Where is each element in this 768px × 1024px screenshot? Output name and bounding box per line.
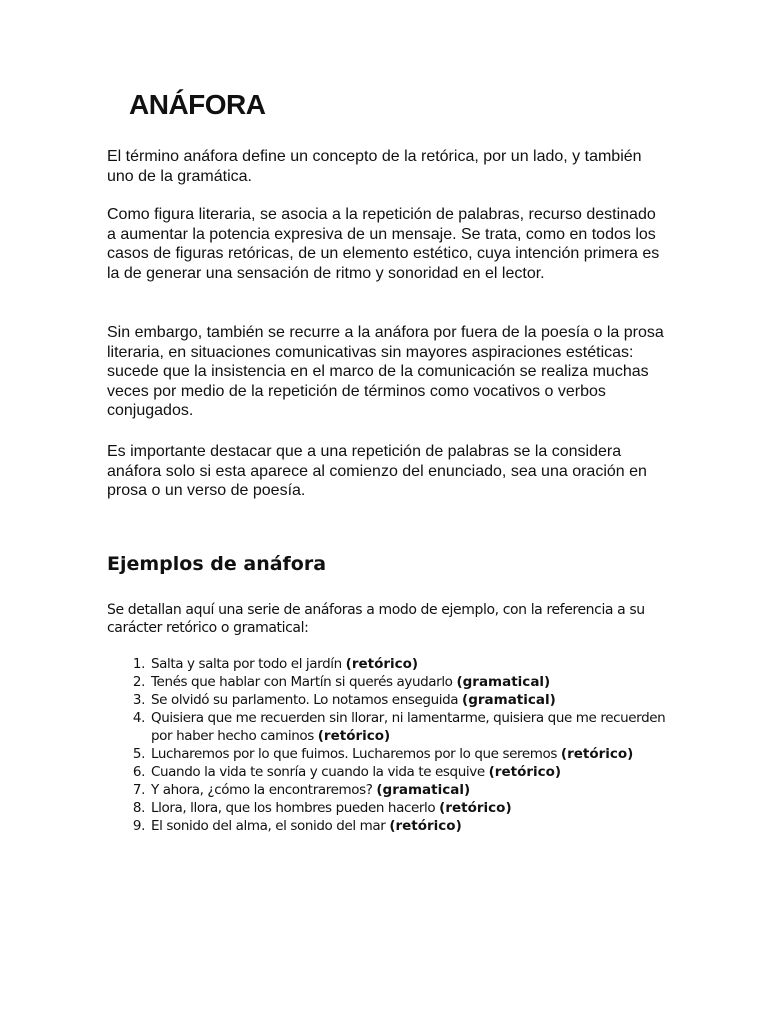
example-text: Lucharemos por lo que fuimos. Lucharemos por lo que seremos [151,746,557,762]
example-tag: (retórico) [560,746,634,762]
list-item [107,673,667,691]
example-text: Tenés que hablar con Martín si querés ayudarlo [151,674,453,690]
list-item-number: 7. [132,782,145,798]
example-text: Quisiera que me recuerden sin llorar, ni lamentarme, quisiera que me recuerden por haber hecho caminos [151,710,666,744]
paragraph-definition: El término anáfora define un concepto de la retórica, por un lado, y también uno de la gramática. [107,148,642,185]
list-item-text [151,673,667,691]
list-item-number: 6. [132,764,145,780]
list-item-text [151,781,667,799]
list-item [107,781,667,799]
example-tag: (retórico) [439,800,512,816]
example-text: Se olvidó su parlamento. Lo notamos enseguida [151,692,459,708]
examples-heading: Ejemplos de anáfora [107,553,327,575]
list-item-text [151,745,667,763]
example-text: Llora, llora, que los hombres pueden hacerlo [151,800,436,816]
list-item [107,763,667,781]
list-item [107,745,667,763]
list-item [107,655,667,673]
example-tag: (gramatical) [462,692,556,708]
list-item [107,799,667,817]
list-item-number: 3. [132,692,145,708]
example-text: El sonido del alma, el sonido del mar [151,818,386,834]
example-tag: (gramatical) [376,782,471,798]
list-item-number: 8. [132,800,145,816]
list-item [107,817,667,835]
example-tag: (retórico) [317,728,391,744]
example-text: Salta y salta por todo el jardín [151,656,342,672]
example-tag: (retórico) [345,656,419,672]
list-item-number: 1. [132,656,145,672]
example-tag: (gramatical) [456,674,551,690]
example-text: Y ahora, ¿cómo la encontraremos? [151,782,373,798]
list-item-text [151,691,667,709]
examples-intro: Se detallan aquí una serie de anáforas a modo de ejemplo, con la referencia a su carácter retórico o gramatical: [107,602,645,636]
paragraph-literary-figure: Como figura literaria, se asocia a la repetición de palabras, recurso destinado a aumentar la potencia expresiva de un mensaje. Se trata, como en todos los casos de figuras retóricas, de un elemento estético, cuya intención primera es la de generar una sensación de ritmo y sonoridad en el lector. [107,206,660,282]
list-item [107,709,667,745]
page-title: ANÁFORA [129,89,266,120]
paragraph-communication: Sin embargo, también se recurre a la anáfora por fuera de la poesía o la prosa literaria, en situaciones comunicativas sin mayores aspiraciones estéticas: sucede que la insistencia en el marco de la comunicación se realiza muchas veces por medio de la repetición de términos como vocativos o verbos conjugados. [107,324,664,420]
list-item-text [151,799,667,817]
list-item-number: 2. [132,674,145,690]
list-item [107,691,667,709]
list-item-text [151,763,667,781]
example-text: Cuando la vida te sonría y cuando la vida te esquive [151,764,485,780]
list-item-text [151,709,667,745]
list-item-text [151,655,667,673]
paragraph-condition: Es importante destacar que a una repetición de palabras se la considera anáfora solo si esta aparece al comienzo del enunciado, sea una oración en prosa o un verso de poesía. [107,443,647,500]
examples-list [107,655,667,835]
list-item-number: 4. [132,710,145,726]
example-tag: (retórico) [488,764,562,780]
list-item-number: 5. [132,746,145,762]
list-item-text [151,817,667,835]
list-item-number: 9. [132,818,145,834]
example-tag: (retórico) [389,818,462,834]
